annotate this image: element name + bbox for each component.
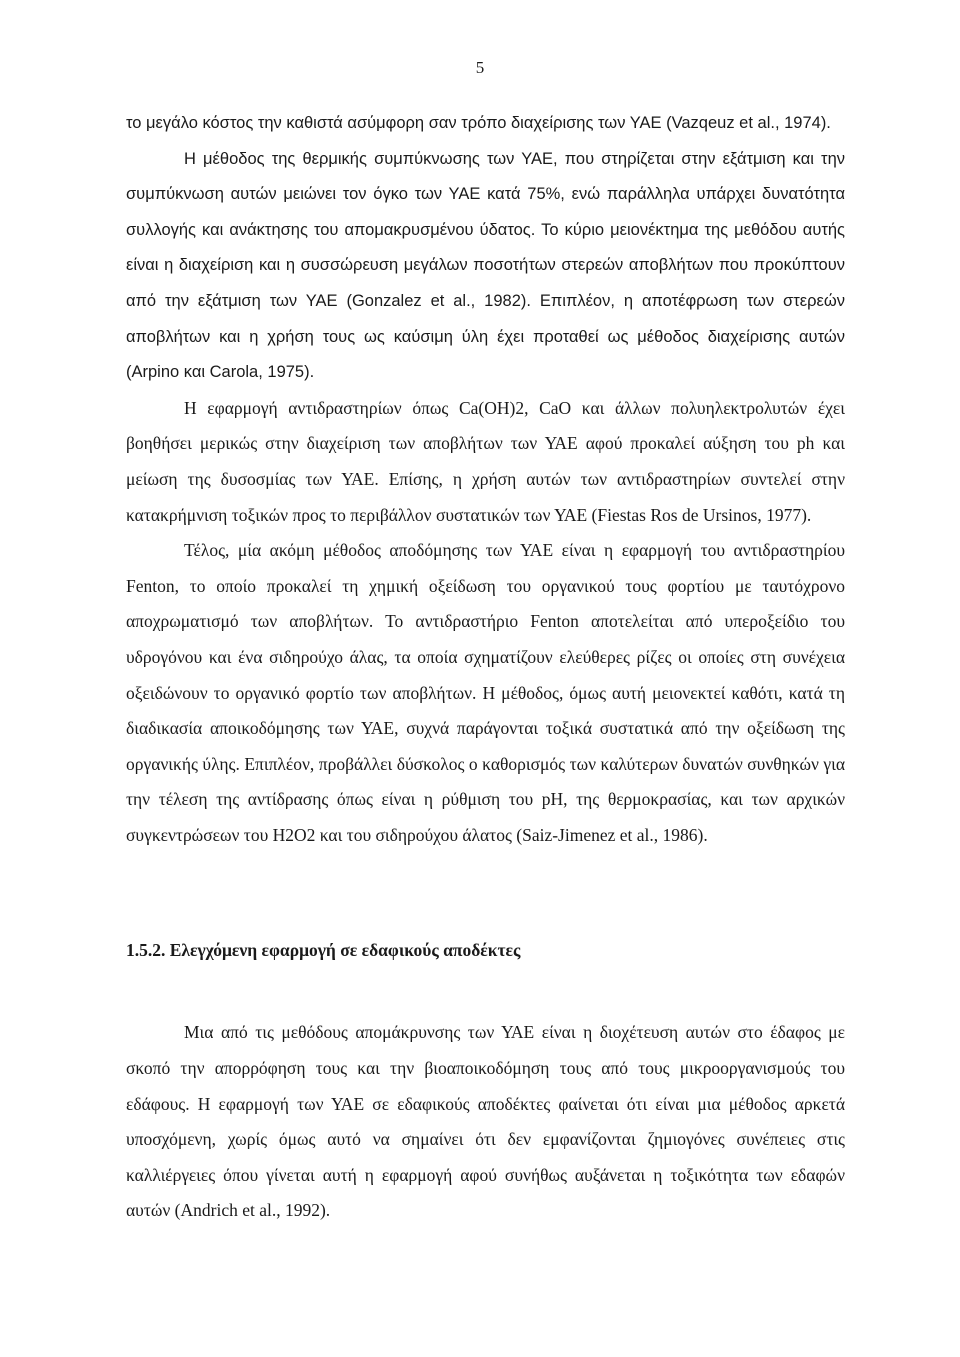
paragraph-thermal-condensation: Η μέθοδος της θερμικής συμπύκνωσης των ΥΑΕ, που στηρίζεται στην εξάτμιση και την συμπύκνωση αυτών μειώνει τον όγκο των ΥΑΕ κατά 75%, ενώ παράλληλα υπάρχει δυνατότητα συλλογής και ανάκτησης του απομακρυσμένου ύδατος. Το κύριο μειονέκτημα της μεθόδου αυτής είναι η διαχείριση και η συσσώρευση μεγάλων ποσοτήτων στερεών αποβλήτων που προκύπτουν από την εξάτμιση των ΥΑΕ (Gonzalez et al., 1982). Επιπλέον, η αποτέφρωση των στερεών αποβλήτων και η χρήση τους ως καύσιμη ύλη έχει προταθεί ως μέθοδος διαχείρισης αυτών (Arpino και Carola, 1975). bbox=[126, 149, 845, 382]
paragraph-continuation: το μεγάλο κόστος την καθιστά ασύμφορη σαν τρόπο διαχείρισης των ΥΑΕ (Vazqeuz et al., 1974). bbox=[126, 114, 831, 132]
section-heading: 1.5.2. Ελεγχόμενη εφαρμογή σε εδαφικούς αποδέκτες bbox=[126, 940, 521, 961]
paragraph-fenton: Τέλος, μία ακόμη μέθοδος αποδόμησης των ΥΑΕ είναι η εφαρμογή του αντιδραστηρίου Fenton, το οποίο προκαλεί τη χημική οξείδωση του οργανικού τους φορτίου με ταυτόχρονο αποχρωματισμό των αποβλήτων. Το αντιδραστήριο Fenton αποτελείται από υπεροξείδιο του υδρογόνου και ένα σιδηρούχο άλας, τα οποία σχηματίζουν ελεύθερες ρίζες οι οποίες στη συνέχεια οξειδώνουν το οργανικό φορτίο των αποβλήτων. Η μέθοδος, όμως αυτή μειονεκτεί καθότι, κατά τη διαδικασία αποικοδόμησης των ΥΑΕ, συχνά παράγονται τοξικά συστατικά από την οξείδωση της οργανικής ύλης. Επιπλέον, προβάλλει δύσκολος ο καθορισμός των καλύτερων δυνατών συνθηκών για την τέλεση της αντίδρασης όπως είναι η ρύθμιση του pH, της θερμοκρασίας, και των αρχικών συγκεντρώσεων του H2O2 και του σιδηρούχου άλατος (Saiz-Jimenez et al., 1986). bbox=[126, 540, 845, 845]
paragraph-soil-application: Μια από τις μεθόδους απομάκρυνσης των ΥΑΕ είναι η διοχέτευση αυτών στο έδαφος με σκοπό την απορρόφηση τους και την βιοαποικοδόμηση τους από τους μικροοργανισμούς του εδάφους. Η εφαρμογή των ΥΑΕ σε εδαφικούς αποδέκτες φαίνεται ότι είναι μια μέθοδος αρκετά υποσχόμενη, χωρίς όμως αυτό να σημαίνει ότι δεν εμφανίζονται ζημιογόνες συνέπειες στις καλλιέργειες όπου γίνεται αυτή η εφαρμογή αφού συνήθως αυξάνεται η τοξικότητα των εδαφών αυτών (Andrich et al., 1992). bbox=[126, 1022, 845, 1221]
paragraph-reagents: Η εφαρμογή αντιδραστηρίων όπως Ca(OH)2, CaO και άλλων πολυηλεκτρολυτών έχει βοηθήσει μερικώς στην διαχείριση των αποβλήτων των ΥΑΕ αφού προκαλεί αύξηση του ph και μείωση της δυσοσμίας των ΥΑΕ. Επίσης, η χρήση αυτών των αντιδραστηρίων συντελεί στην κατακρήμνιση τοξικών προς το περιβάλλον συστατικών των ΥΑΕ (Fiestas Ros de Ursinos, 1977). bbox=[126, 397, 845, 525]
page-content bbox=[126, 106, 845, 1229]
page-number: 5 bbox=[475, 58, 485, 77]
